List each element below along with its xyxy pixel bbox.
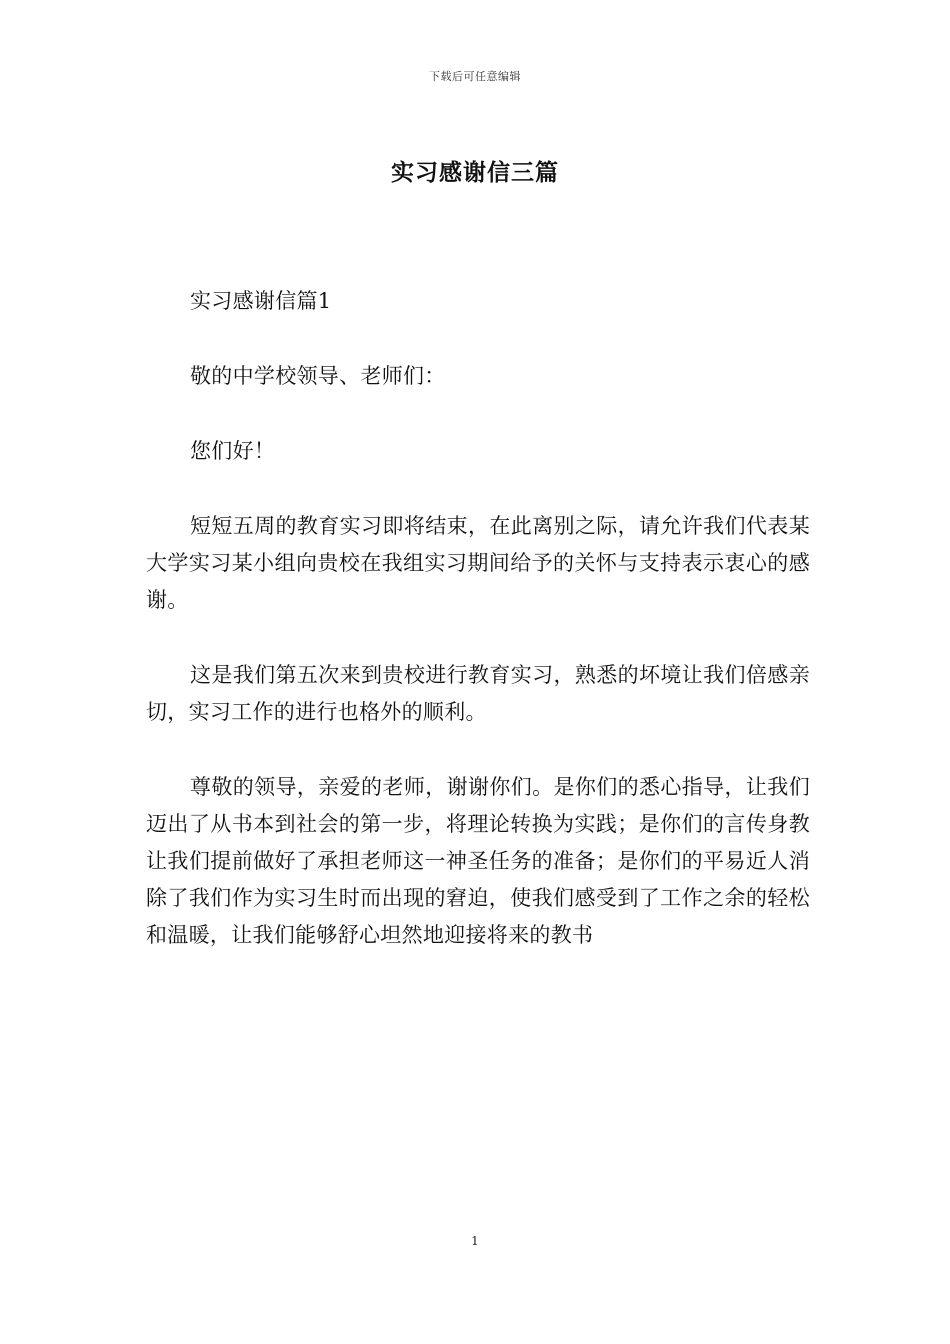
body-paragraph: 这是我们第五次来到贵校进行教育实习，熟悉的坏境让我们倍感亲切，实习工作的进行也格外的顺利。 — [146, 663, 810, 724]
salutation: 敬的中学校领导、老师们： — [190, 364, 446, 388]
greeting: 您们好！ — [190, 439, 276, 463]
page-number: 1 — [471, 1234, 479, 1248]
section-heading: 实习感谢信篇1 — [190, 289, 332, 313]
document-title: 实习感谢信三篇 — [391, 159, 559, 186]
document-body — [146, 283, 810, 992]
body-paragraph: 尊敬的领导，亲爱的老师，谢谢你们。是你们的悉心指导，让我们迈出了从书本到社会的第一步，将理论转换为实践；是你们的言传身教让我们提前做好了承担老师这一神圣任务的准备；是你们的平易近人消除了我们作为实习生时而出现的窘迫，使我们感受到了工作之余的轻松和温暖，让我们能够舒心坦然地迎接将来的教书 — [146, 775, 810, 947]
download-note: 下载后可任意编辑 — [429, 70, 521, 83]
body-paragraph: 短短五周的教育实习即将结束，在此离别之际，请允许我们代表某大学实习某小组向贵校在我组实习期间给予的关怀与支持表示衷心的感谢。 — [146, 514, 810, 612]
